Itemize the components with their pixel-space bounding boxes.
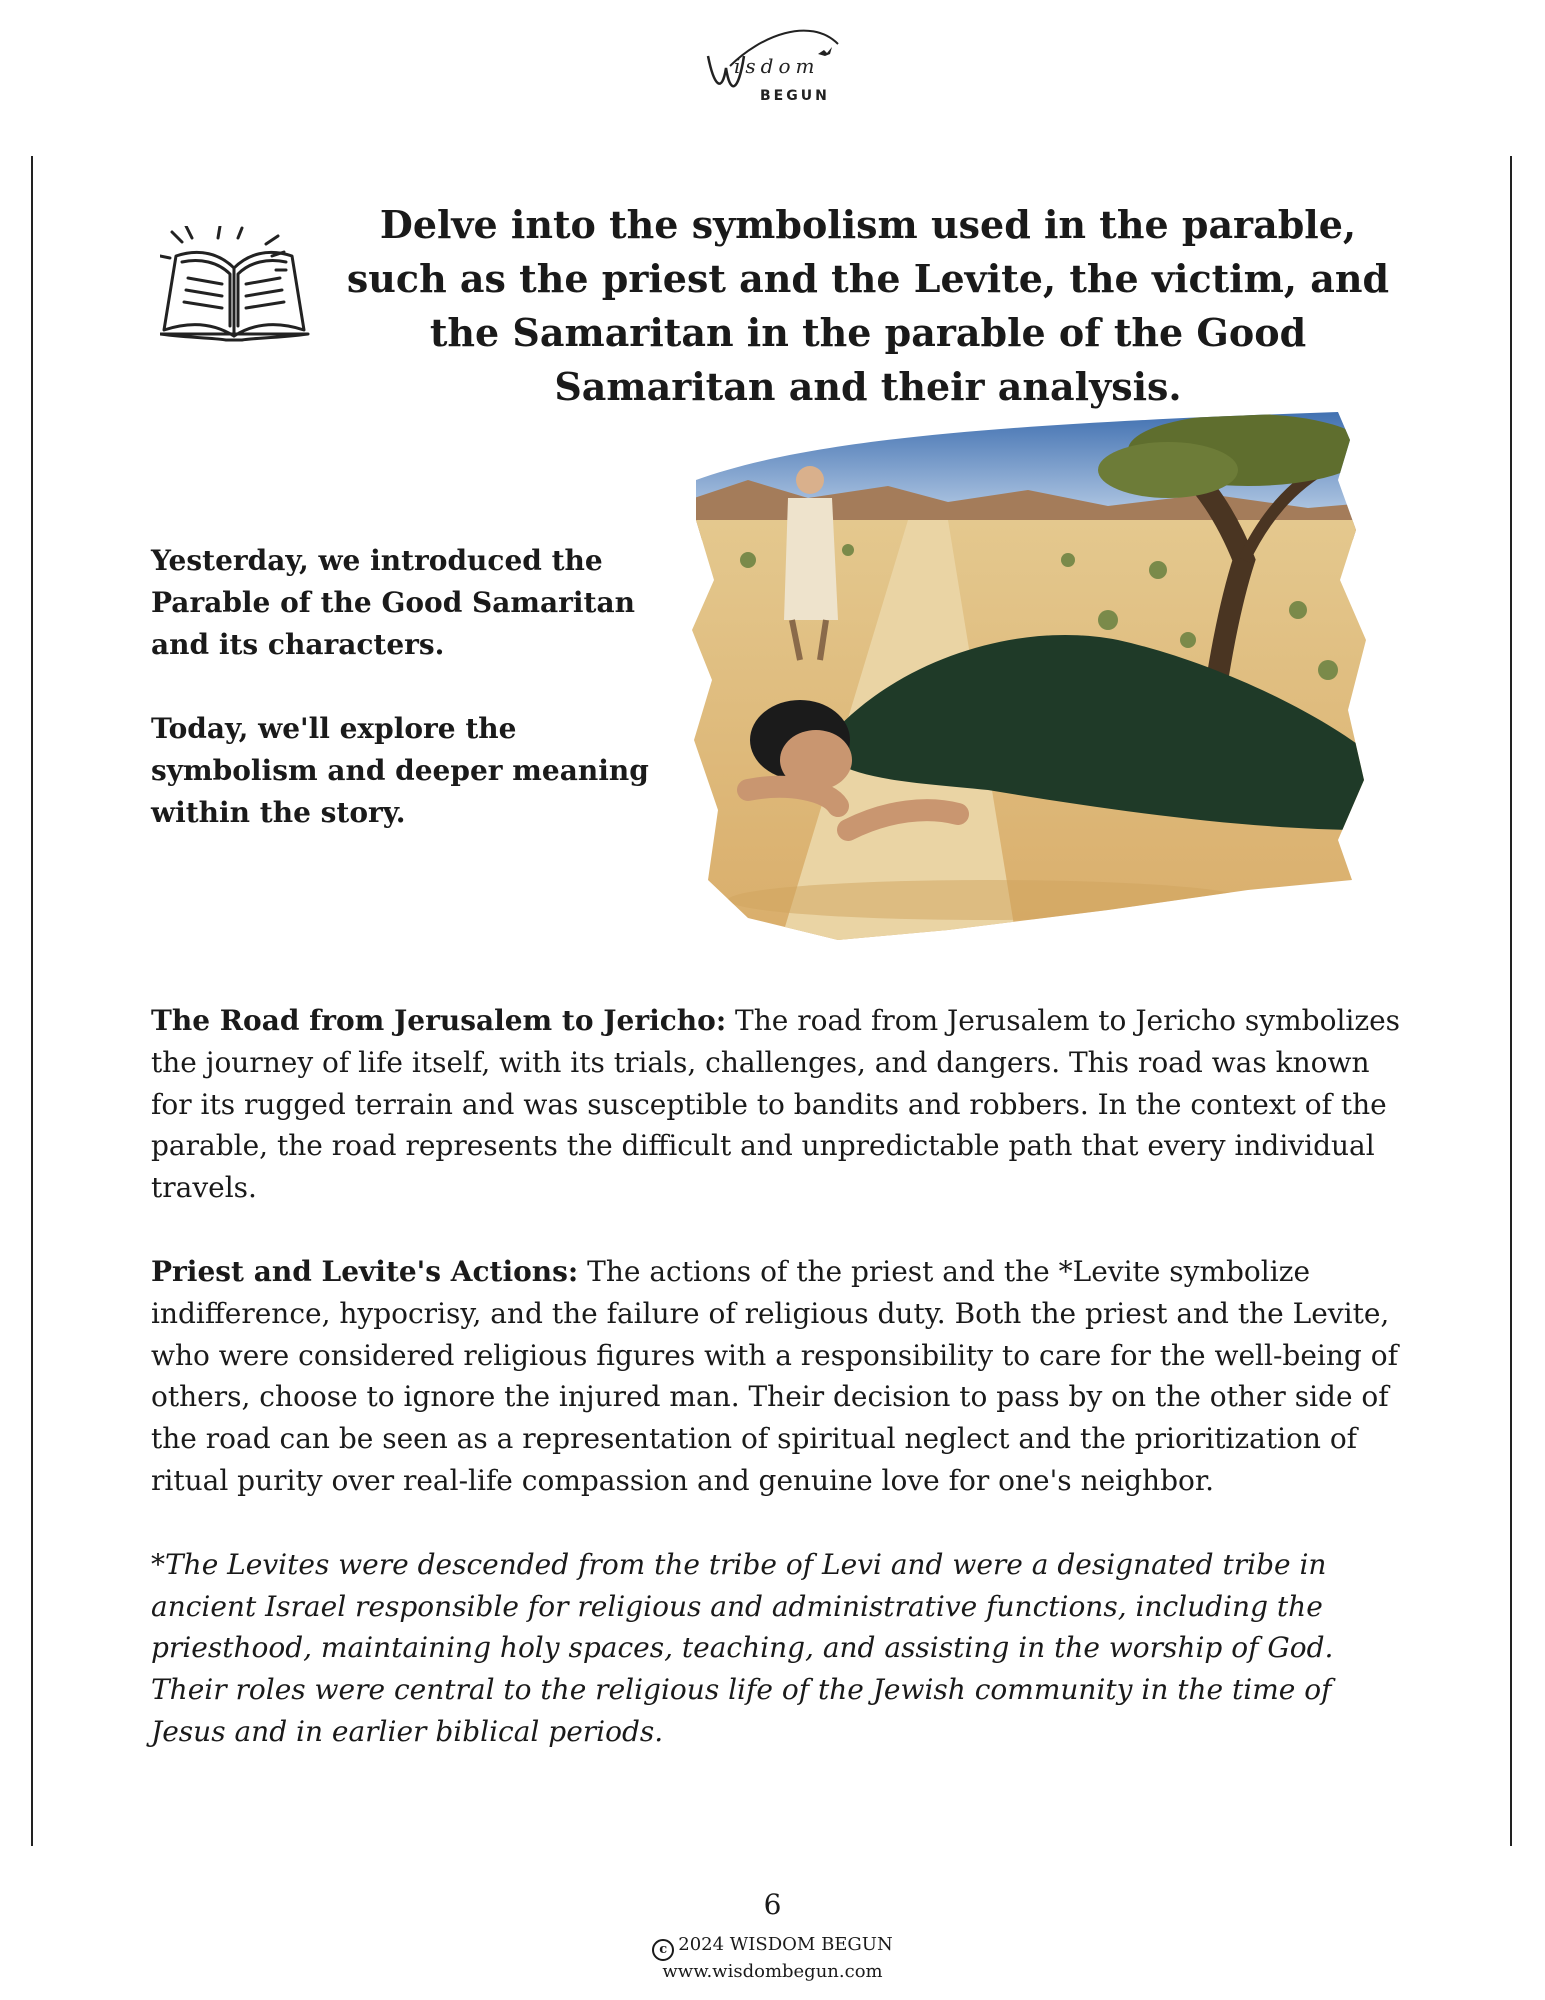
left-border-line — [31, 156, 33, 1846]
page-number: 6 — [763, 1888, 782, 1921]
intro-paragraph-2: Today, we'll explore the symbolism and deeper meaning within the story. — [151, 712, 649, 829]
priest-levite-heading: Priest and Levite's Actions: — [151, 1254, 579, 1288]
copyright-icon: c — [652, 1939, 674, 1961]
page-heading: Delve into the symbolism used in the parable, such as the priest and the Levite, the victim, and the Samaritan in the parable of the Good Samaritan and their analysis. — [346, 202, 1390, 409]
good-samaritan-illustration — [688, 410, 1400, 950]
road-paragraph — [151, 1000, 1401, 1209]
body-text — [151, 1000, 1401, 1795]
intro-text — [151, 540, 651, 876]
logo-script-text: isdom — [734, 54, 820, 78]
website-link[interactable]: www.wisdombegun.com — [662, 1961, 883, 1982]
road-text: The road from Jerusalem to Jericho symbolizes the journey of life itself, with its trials, challenges, and dangers. This road was known for its rugged terrain and was susceptible to bandits and robbers. In the context of the parable, the road represents the difficult and unpredictable path that every individual travels. — [151, 1004, 1401, 1205]
logo-word: BEGUN — [760, 88, 830, 104]
priest-levite-paragraph — [151, 1251, 1401, 1502]
right-border-line — [1510, 156, 1512, 1846]
intro-paragraph-1: Yesterday, we introduced the Parable of the Good Samaritan and its characters. — [151, 544, 635, 661]
priest-levite-text: The actions of the priest and the *Levite symbolize indifference, hypocrisy, and the failure of religious duty. Both the priest and the Levite, who were considered religious figures with a responsibility to care for the well-being of others, choose to ignore the injured man. Their decision to pass by on the other side of the road can be seen as a representation of spiritual neglect and the prioritization of ritual purity over real-life compassion and genuine love for one's neighbor. — [151, 1254, 1398, 1497]
levites-footnote: *The Levites were descended from the tribe of Levi and were a designated tribe in ancient Israel responsible for religious and administrative functions, including the priesthood, maintaining holy spaces, teaching, and assisting in the worship of God. Their roles were central to the religious life of the Jewish community in the time of Jesus and in earlier biblical periods. — [151, 1547, 1334, 1748]
wisdom-begun-logo — [700, 16, 850, 106]
road-heading: The Road from Jerusalem to Jericho: — [151, 1004, 727, 1037]
copyright-footer — [0, 1934, 1545, 1983]
copyright-text: 2024 WISDOM BEGUN — [678, 1934, 893, 1955]
open-book-icon — [160, 226, 320, 346]
